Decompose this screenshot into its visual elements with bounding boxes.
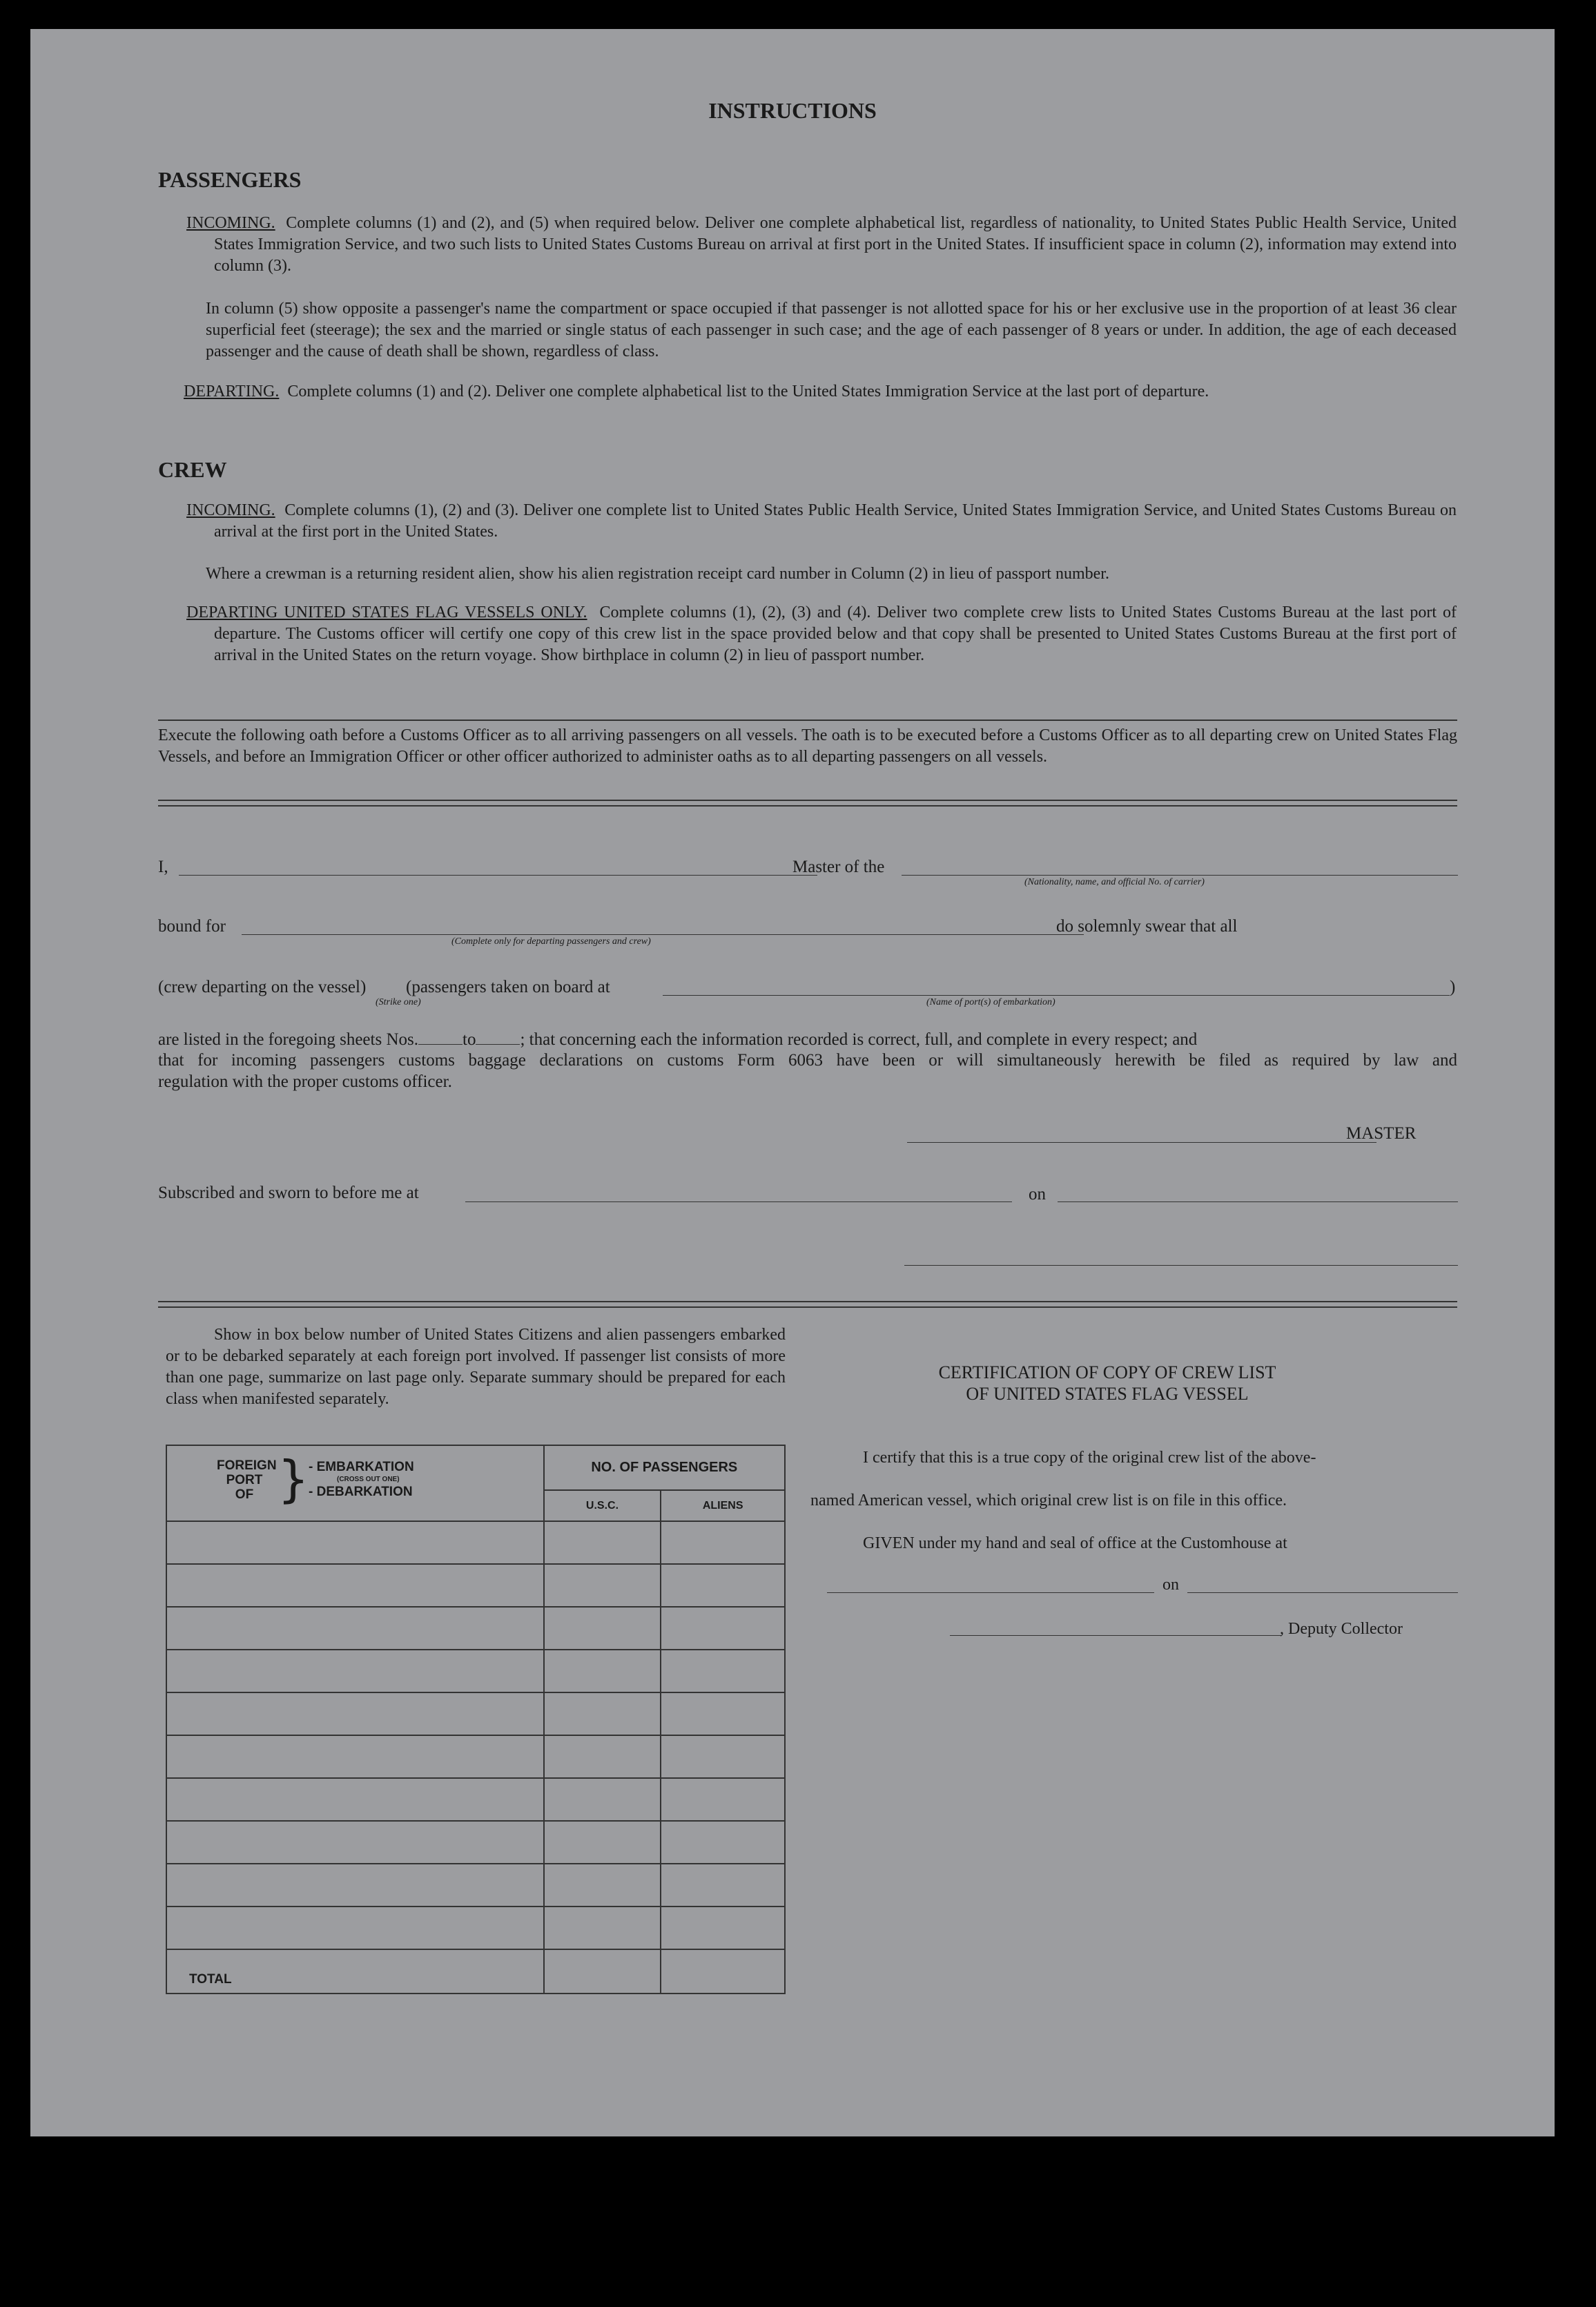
- crew-incoming-label: INCOMING.: [186, 501, 275, 519]
- crew-incoming-paragraph: [186, 500, 1457, 543]
- port-cell[interactable]: [166, 1564, 544, 1607]
- aliens-cell[interactable]: [661, 1821, 785, 1864]
- of-label: OF: [235, 1487, 254, 1502]
- deputy-signature-field[interactable]: [950, 1635, 1281, 1636]
- sheet-from-field[interactable]: [418, 1044, 463, 1045]
- no-passengers-header: NO. OF PASSENGERS: [544, 1445, 785, 1490]
- sheet-to-field[interactable]: [476, 1044, 520, 1045]
- aliens-cell[interactable]: [661, 1735, 785, 1778]
- carrier-field[interactable]: [902, 875, 1458, 876]
- total-usc-cell[interactable]: [544, 1949, 661, 1994]
- brace-glyph: }: [278, 1450, 309, 1508]
- port-cell[interactable]: [166, 1864, 544, 1907]
- port-cell[interactable]: [166, 1650, 544, 1692]
- passengers-heading: PASSENGERS: [158, 167, 302, 192]
- passengers-incoming-paragraph: [186, 213, 1457, 277]
- foreign-label: FOREIGN: [217, 1458, 277, 1473]
- double-divider: [158, 800, 1457, 807]
- embarkation-port-field[interactable]: [663, 995, 1450, 996]
- sworn-on-label: on: [1029, 1185, 1046, 1204]
- usc-cell[interactable]: [544, 1692, 661, 1735]
- certification-date-field[interactable]: [1187, 1592, 1458, 1593]
- sworn-location-field[interactable]: [465, 1201, 1012, 1202]
- port-cell[interactable]: [166, 1778, 544, 1821]
- total-label: TOTAL: [166, 1949, 544, 1994]
- master-name-field[interactable]: [179, 875, 817, 876]
- port-cell[interactable]: [166, 1607, 544, 1650]
- port-label: PORT: [226, 1473, 263, 1487]
- usc-cell[interactable]: [544, 1650, 661, 1692]
- listed-text-2: that for incoming passengers customs baggage declarations on customs Form 6063 have been or will simultaneously herewith be filed as required by law and: [158, 1051, 1457, 1070]
- aliens-header: ALIENS: [661, 1490, 785, 1521]
- debarkation-label: - DEBARKATION: [309, 1485, 413, 1499]
- passengers-incoming-text: Complete columns (1) and (2), and (5) when required below. Deliver one complete alphabetical list, regardless of nationality, to United States Public Health Service, United States Immigration Service, and two such lists to United States Customs Bureau on arrival at first port in the United States. If insufficient space in column (2), information may extend into column (3).: [214, 214, 1457, 275]
- carrier-hint: (Nationality, name, and official No. of carrier): [1024, 877, 1205, 887]
- certification-title: [831, 1362, 1383, 1405]
- usc-cell[interactable]: [544, 1778, 661, 1821]
- total-aliens-cell[interactable]: [661, 1949, 785, 1994]
- passengers-incoming-label: INCOMING.: [186, 214, 275, 232]
- customhouse-field[interactable]: [827, 1592, 1154, 1593]
- usc-cell[interactable]: [544, 1521, 661, 1564]
- master-signature-field[interactable]: [907, 1142, 1376, 1143]
- crew-departing-label: DEPARTING UNITED STATES FLAG VESSELS ONLY.: [186, 604, 587, 621]
- port-cell[interactable]: [166, 1821, 544, 1864]
- ports-hint: (Name of port(s) of embarkation): [926, 997, 1055, 1007]
- oath-intro: Execute the following oath before a Customs Officer as to all arriving passengers on all vessels. The oath is to be executed before a Customs Officer as to all departing crew on United States Flag Vessels, and before an Immigration Officer or other officer authorized to administer oaths as to all departing passengers on all vessels.: [158, 726, 1457, 766]
- swear-label: do solemnly swear that all: [1056, 917, 1238, 936]
- sworn-date-field[interactable]: [1058, 1201, 1458, 1202]
- port-cell[interactable]: [166, 1907, 544, 1949]
- usc-cell[interactable]: [544, 1564, 661, 1607]
- certification-title-1: CERTIFICATION OF COPY OF CREW LIST: [938, 1362, 1276, 1382]
- crew-departing-text: Complete columns (1), (2), (3) and (4). Deliver two complete crew lists to United States Customs Bureau at the last port of departure. The Customs officer will certify one copy of this crew list in the space provided below and that copy shall be presented to United States Customs Bureau at the first port of arrival in the United States on the return voyage. Show birthplace in column (2) in lieu of passport number.: [214, 604, 1457, 664]
- passengers-taken-option[interactable]: (passengers taken on board at: [406, 978, 610, 996]
- port-cell[interactable]: [166, 1692, 544, 1735]
- usc-cell[interactable]: [544, 1821, 661, 1864]
- usc-cell[interactable]: [544, 1607, 661, 1650]
- listed-text-1: ; that concerning each the information recorded is correct, full, and complete in every respect; and: [520, 1030, 1198, 1049]
- form-sheet: [30, 29, 1555, 2136]
- passenger-summary-table: [166, 1445, 786, 1994]
- to-label: to: [463, 1030, 476, 1049]
- certification-line-3: GIVEN under my hand and seal of office at the Customhouse at: [863, 1534, 1287, 1552]
- passengers-departing-label: DEPARTING.: [184, 383, 280, 400]
- port-header-cell: [166, 1445, 544, 1521]
- port-cell[interactable]: [166, 1735, 544, 1778]
- section-divider: [158, 720, 1457, 721]
- crew-departing-option[interactable]: (crew departing on the vessel): [158, 978, 367, 996]
- deputy-collector-label: , Deputy Collector: [1280, 1620, 1403, 1638]
- passengers-column5-paragraph: In column (5) show opposite a passenger's name the compartment or space occupied if that passenger is not allotted space for his or her exclusive use in the proportion of at least 36 clear superficial feet (steerage); the sex and the married or single status of each passenger in such case; and the age of each passenger of 8 years or under. In addition, the age of each deceased passenger and the cause of death shall be shown, regardless of class.: [206, 300, 1457, 360]
- aliens-cell[interactable]: [661, 1692, 785, 1735]
- crew-alien-paragraph: Where a crewman is a returning resident alien, show his alien registration receipt card number in Column (2) in lieu of passport number.: [206, 565, 1109, 583]
- double-divider-2: [158, 1301, 1457, 1308]
- listed-prefix: are listed in the foregoing sheets Nos.: [158, 1030, 418, 1049]
- certification-title-2: OF UNITED STATES FLAG VESSEL: [966, 1384, 1249, 1404]
- usc-cell[interactable]: [544, 1907, 661, 1949]
- summary-instructions: Show in box below number of United States Citizens and alien passengers embarked or to be debarked separately at each foreign port involved. If passenger list consists of more than one page, summarize on last page only. Separate summary should be prepared for each class when manifested separately.: [166, 1326, 786, 1408]
- passengers-departing-text: Complete columns (1) and (2). Deliver one complete alphabetical list to the United States Immigration Service at the last port of departure.: [287, 383, 1209, 400]
- usc-header: U.S.C.: [544, 1490, 661, 1521]
- port-cell[interactable]: [166, 1521, 544, 1564]
- passengers-departing-paragraph: [184, 381, 1457, 403]
- bound-for-label: bound for: [158, 917, 226, 936]
- usc-cell[interactable]: [544, 1864, 661, 1907]
- listed-paragraph: [158, 1029, 1457, 1050]
- close-paren: ): [1450, 978, 1456, 996]
- aliens-cell[interactable]: [661, 1650, 785, 1692]
- aliens-cell[interactable]: [661, 1564, 785, 1607]
- certification-line-2: named American vessel, which original crew list is on file in this office.: [810, 1492, 1287, 1509]
- certification-on-label: on: [1162, 1576, 1179, 1594]
- aliens-cell[interactable]: [661, 1521, 785, 1564]
- bound-for-field[interactable]: [242, 934, 1084, 935]
- bound-hint: (Complete only for departing passengers and crew): [451, 936, 651, 947]
- officer-signature-field[interactable]: [904, 1265, 1458, 1266]
- usc-cell[interactable]: [544, 1735, 661, 1778]
- crew-departing-paragraph: [186, 602, 1457, 666]
- aliens-cell[interactable]: [661, 1864, 785, 1907]
- aliens-cell[interactable]: [661, 1907, 785, 1949]
- listed-text-3: regulation with the proper customs officer.: [158, 1072, 452, 1091]
- certification-line-1: I certify that this is a true copy of the original crew list of the above-: [863, 1449, 1316, 1467]
- cross-out-hint: (CROSS OUT ONE): [337, 1476, 400, 1483]
- strike-one-hint: (Strike one): [376, 997, 421, 1007]
- crew-incoming-text: Complete columns (1), (2) and (3). Deliver one complete list to United States Public Health Service, United States Immigration Service, and United States Customs Bureau on arrival at the first port in the United States.: [214, 501, 1457, 541]
- aliens-cell[interactable]: [661, 1778, 785, 1821]
- oath-i-label: I,: [158, 858, 168, 876]
- aliens-cell[interactable]: [661, 1607, 785, 1650]
- embarkation-label: - EMBARKATION: [309, 1460, 414, 1474]
- crew-heading: CREW: [158, 457, 227, 482]
- page-title: INSTRUCTIONS: [708, 98, 877, 123]
- master-label: MASTER: [1346, 1124, 1417, 1143]
- master-of-label: Master of the: [792, 858, 885, 876]
- subscribed-label: Subscribed and sworn to before me at: [158, 1184, 419, 1202]
